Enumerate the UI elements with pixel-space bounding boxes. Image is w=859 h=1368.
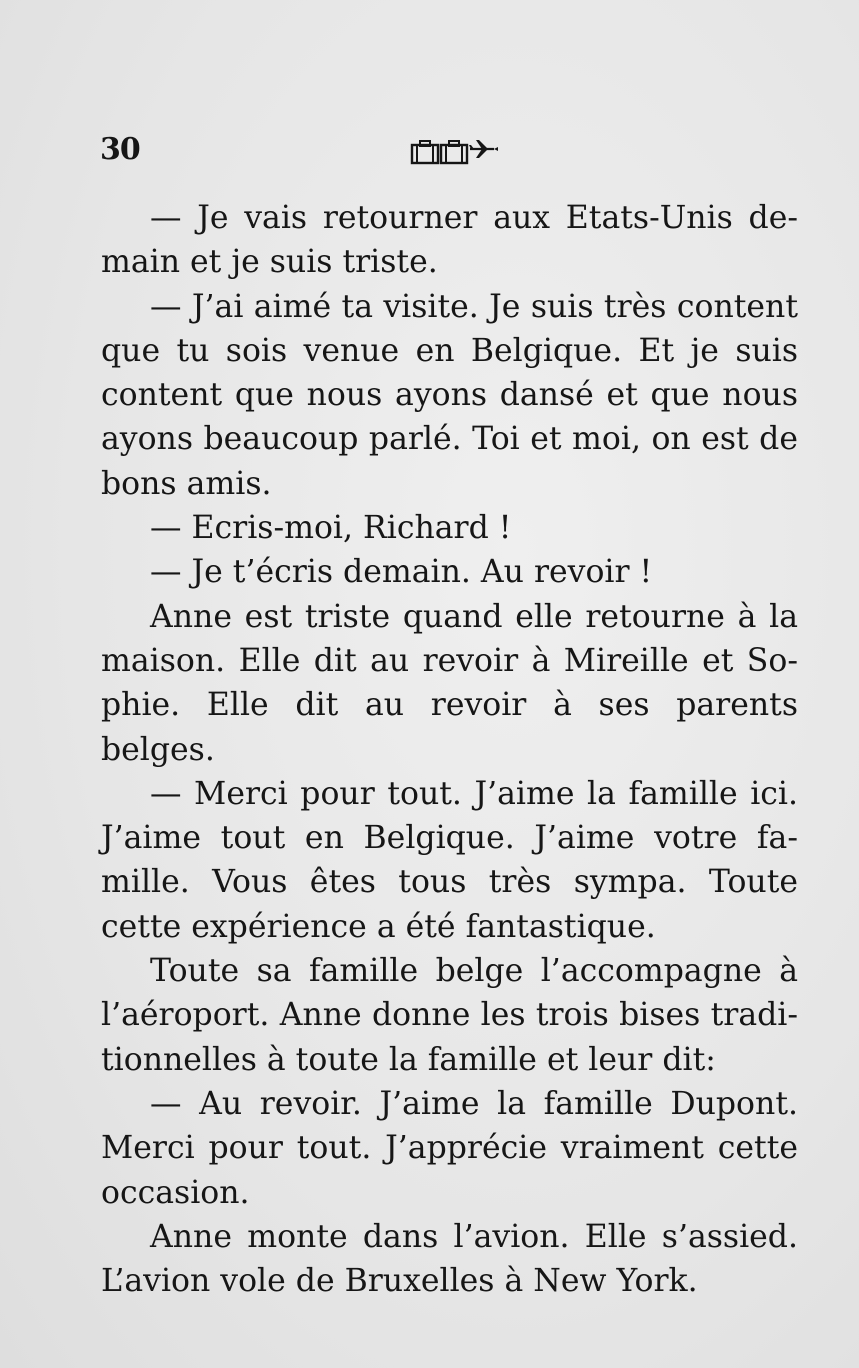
paragraph-6: — Merci pour tout. J’aime la famille ici. J’aime tout en Belgique. J’aime votre famille. Vous êtes tous très sympa. Toute cette expérience a été fantastique. xyxy=(101,775,798,945)
text-line: main et je suis triste. xyxy=(101,244,438,281)
text-line: — Merci pour tout. J’aime la famille ici. xyxy=(150,775,798,812)
text-line: mille. Vous êtes tous très sympa. Toute cette xyxy=(101,864,798,945)
text-line: — Je vais retourner aux Etats-Unis de xyxy=(150,200,788,236)
text-line: Anne monte dans l’avion. Elle s’assied. xyxy=(150,1218,798,1255)
body-text xyxy=(101,196,798,1303)
page-header xyxy=(100,128,800,172)
text-line: Anne est triste quand elle retourne à la xyxy=(150,598,798,635)
text-line: l’aéroport. Anne donne les trois bises tradi xyxy=(101,997,788,1034)
paragraph-5: Anne est triste quand elle retourne à la maison. Elle dit au revoir à Mireille et Sophie. Elle dit au revoir à ses parents belges. xyxy=(101,598,798,768)
paragraph-9 xyxy=(101,1215,798,1304)
suitcases-airplane-icon xyxy=(410,136,500,166)
page-number: 30 xyxy=(100,132,140,167)
text-line: — J’ai aimé ta visite. Je suis très xyxy=(150,288,667,325)
paragraph-1: — Je vais retourner aux Etats-Unis demain et je suis triste. xyxy=(101,200,798,281)
text-line: suis content que nous ayons dansé et que xyxy=(101,332,799,414)
text-line: content que tu sois venue en Belgique. Et je xyxy=(101,288,798,369)
text-line: — Ecris-moi, Richard ! xyxy=(150,510,512,547)
text-line: est de bons amis. xyxy=(101,421,798,502)
text-line: — Au revoir. J’aime la famille Dupont. xyxy=(150,1085,798,1122)
text-line: nous ayons beaucoup parlé. Toi et moi, on xyxy=(101,377,798,458)
text-line: maison. Elle dit au revoir à Mireille et So xyxy=(101,642,788,679)
paragraph-3 xyxy=(101,506,798,550)
paragraph-7: Toute sa famille belge l’accompagne à l’aéroport. Anne donne les trois bises traditionnelles à toute la famille et leur dit: xyxy=(101,953,798,1078)
paragraph-4 xyxy=(101,550,798,594)
paragraph-2 xyxy=(101,285,798,506)
text-line: L’avion vole de Bruxelles à New York. xyxy=(101,1263,698,1300)
text-line: phie. Elle dit au revoir à ses parents belges. xyxy=(101,687,798,768)
text-line: tionnelles à toute la famille et leur dit: xyxy=(101,1041,716,1078)
text-line: J’aime tout en Belgique. J’aime votre fa xyxy=(101,820,788,857)
text-line: — Je t’écris demain. Au revoir ! xyxy=(150,554,653,591)
text-line: Merci pour tout. J’apprécie vraiment cette xyxy=(101,1130,798,1167)
text-line: occasion. xyxy=(101,1174,250,1211)
paragraph-8 xyxy=(101,1082,798,1215)
text-line: expérience a été fantastique. xyxy=(191,908,656,945)
text-line: Toute sa famille belge l’accompagne à xyxy=(150,953,798,990)
